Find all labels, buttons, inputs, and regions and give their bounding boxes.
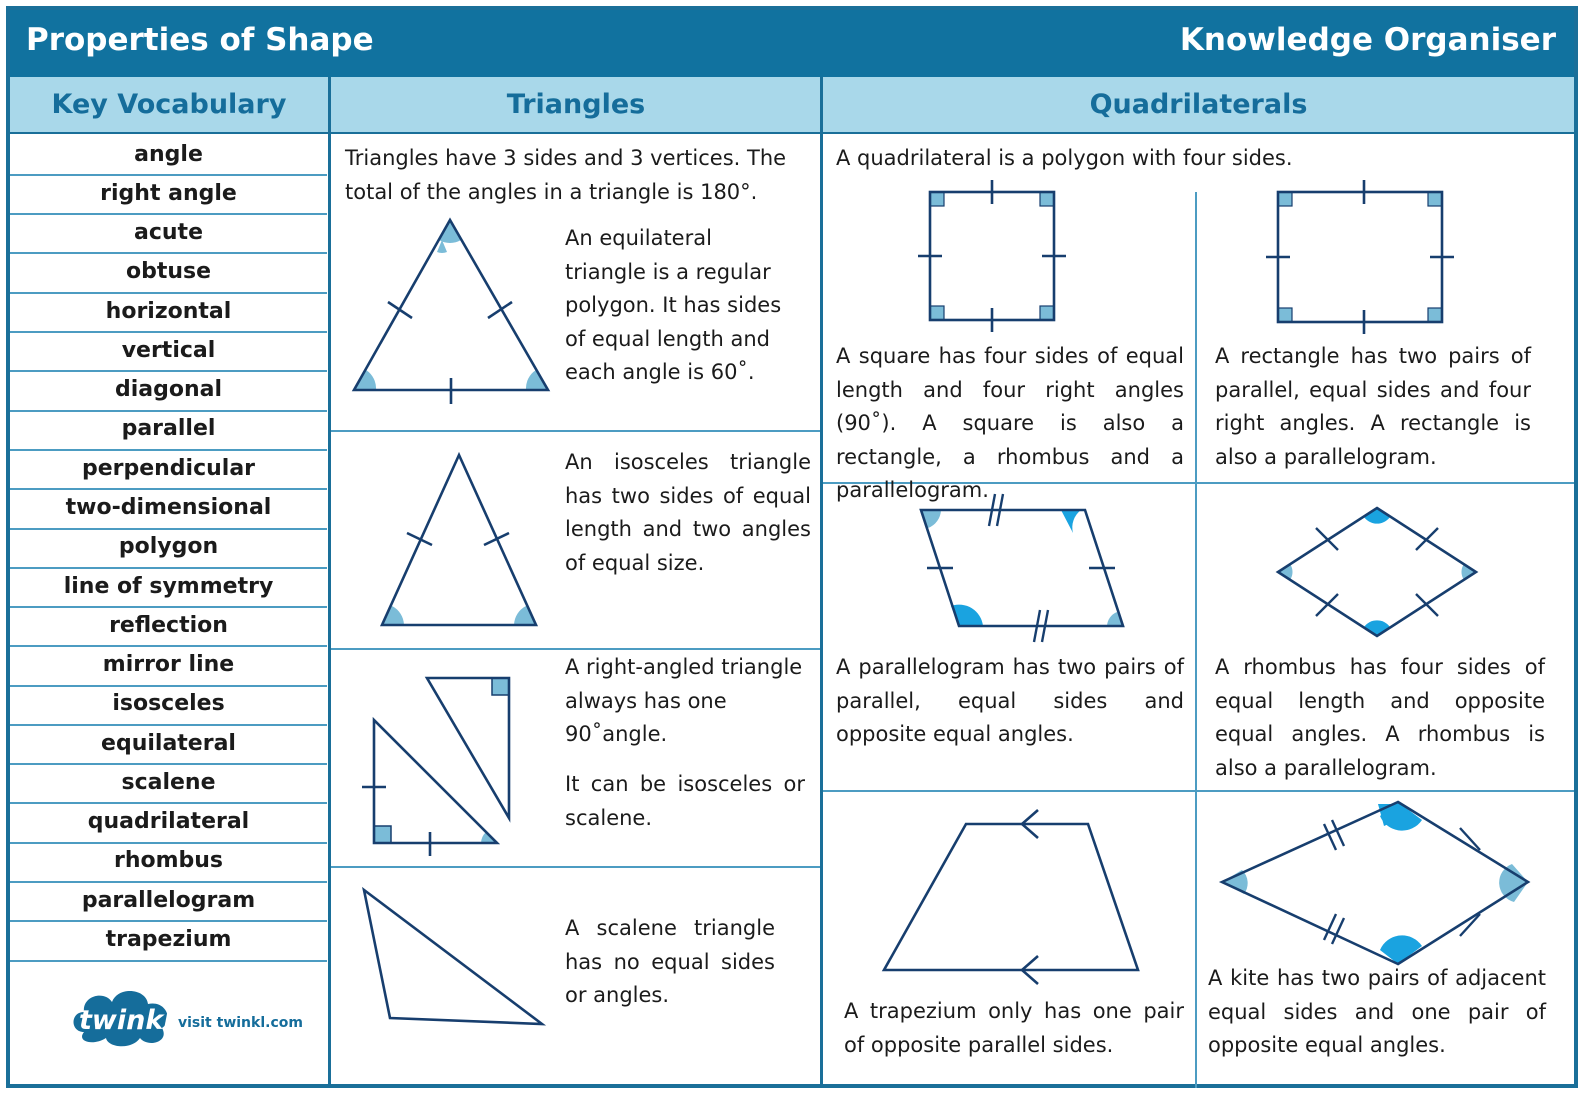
trapezium-diagram — [870, 800, 1150, 980]
scalene-triangle-diagram — [350, 880, 550, 1040]
kite-description: A kite has two pairs of adjacent equal sides and one pair of opposite equal angles. — [1208, 966, 1546, 1057]
divider — [820, 77, 823, 1088]
vocab-item: trapezium — [105, 927, 232, 952]
vocab-item: equilateral — [101, 731, 236, 756]
rectangle-diagram — [1260, 178, 1460, 348]
vocab-item: obtuse — [125, 259, 212, 284]
vocab-item: perpendicular — [81, 456, 256, 481]
vocab-item: scalene — [121, 770, 216, 795]
divider — [328, 77, 331, 1088]
vocab-item: line of symmetry — [63, 574, 274, 599]
vocab-item: acute — [134, 220, 203, 245]
vocab-item: diagonal — [114, 377, 223, 402]
isosceles-description: An isosceles triangle has two sides of equal length and two angles of equal size. — [565, 450, 811, 575]
right-angled-triangle-diagram — [350, 660, 530, 860]
logo-link[interactable]: visit twinkl.com — [178, 1015, 303, 1031]
right-angled-description: A right-angled triangle always has one 90˚angle. — [565, 655, 803, 746]
vocab-item: parallelogram — [81, 888, 256, 913]
scalene-description: A scalene triangle has no equal sides or angles. — [565, 916, 775, 1007]
divider — [331, 648, 820, 650]
vocab-item: polygon — [118, 534, 219, 559]
vocab-item: vertical — [121, 338, 216, 363]
rhombus-diagram — [1272, 498, 1482, 648]
title-bar — [10, 10, 1574, 77]
knowledge-organiser — [6, 6, 1578, 1088]
vocab-item: quadrilateral — [87, 809, 250, 834]
vocab-item: isosceles — [112, 691, 225, 716]
rhombus-description: A rhombus has four sides of equal length and opposite equal angles. A rhombus is also a parallelogram. — [1215, 655, 1545, 780]
vocab-item: mirror line — [102, 652, 235, 677]
vocab-item: angle — [134, 142, 203, 167]
divider — [10, 132, 1574, 134]
page-title: Properties of Shape — [26, 22, 374, 58]
divider — [10, 960, 327, 962]
square-diagram — [910, 178, 1080, 348]
divider — [331, 866, 820, 868]
vocab-item: reflection — [109, 613, 228, 638]
vocab-item: right angle — [100, 181, 237, 206]
rectangle-description: A rectangle has two pairs of parallel, equal sides and four right angles. A rectangle is also a parallelogram. — [1215, 344, 1531, 469]
parallelogram-diagram — [905, 490, 1145, 660]
square-description: A square has four sides of equal length and four right angles (90˚). A square is also a rectangle, a rhombus and a parallelogram. — [836, 344, 1184, 502]
vocab-item: horizontal — [105, 299, 232, 324]
isosceles-triangle-diagram — [370, 445, 560, 645]
triangles-intro: Triangles have 3 sides and 3 vertices. The total of the angles in a triangle is 180°. — [345, 146, 787, 204]
vocab-item: rhombus — [113, 848, 224, 873]
logo-wordmark: twinkl — [79, 1005, 173, 1036]
kite-diagram — [1210, 790, 1540, 980]
vocab-column-heading: Key Vocabulary — [10, 77, 328, 133]
quadrilaterals-intro: A quadrilateral is a polygon with four sides. — [836, 146, 1293, 170]
parallelogram-description: A parallelogram has two pairs of parallel, equal sides and opposite equal angles. — [836, 655, 1184, 746]
divider — [1195, 192, 1197, 1088]
trapezium-description: A trapezium only has one pair of opposite parallel sides. — [844, 999, 1184, 1057]
divider — [331, 430, 820, 432]
right-angled-note: It can be isosceles or scalene. — [565, 772, 805, 830]
triangles-column-heading: Triangles — [331, 77, 821, 133]
quadrilaterals-column-heading: Quadrilaterals — [823, 77, 1574, 133]
vocab-item: two-dimensional — [65, 495, 272, 520]
page-subtitle: Knowledge Organiser — [1179, 22, 1556, 58]
equilateral-triangle-diagram — [340, 210, 560, 410]
vocab-item: parallel — [121, 416, 216, 441]
equilateral-description: An equilateral triangle is a regular polygon. It has sides of equal length and each angle is 60˚. — [565, 226, 782, 384]
